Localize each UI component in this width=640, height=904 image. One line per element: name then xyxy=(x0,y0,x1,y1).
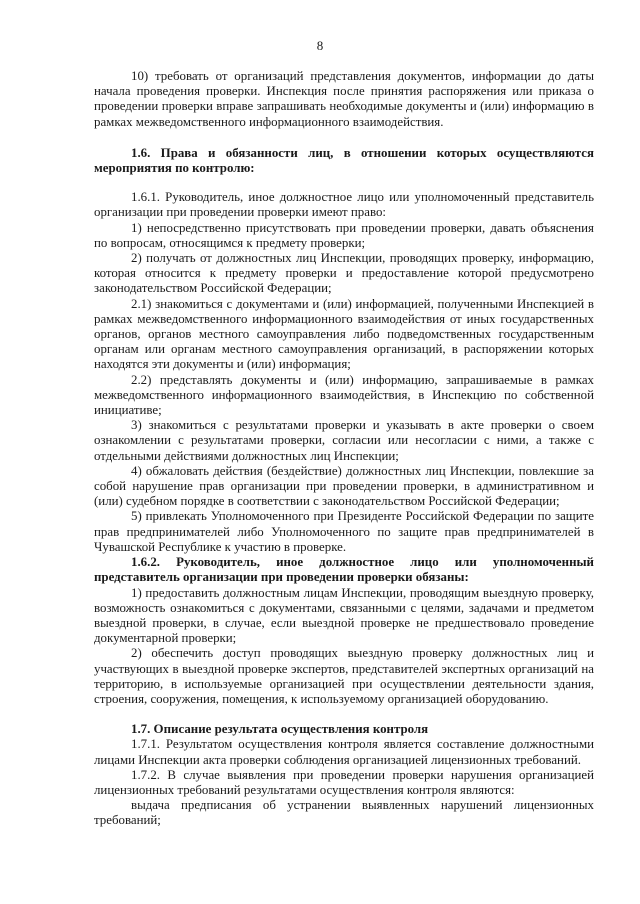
paragraph-right-2-2: 2.2) представлять документы и (или) информацию, запрашиваемые в рамках межведомственного информационного взаимодействия, в Инспекцию по собственной инициативе; xyxy=(94,372,594,418)
paragraph-item-10: 10) требовать от организаций представления документов, информации до даты начала проведения проверки. Инспекция после принятия распоряжения или приказа о проведении проверки вправе запрашивать необходимые документы и (или) информацию в рамках межведомственного информационного взаимодействия. xyxy=(94,69,594,129)
paragraph-1-6-1: 1.6.1. Руководитель, иное должностное лицо или уполномоченный представитель организации при проведении проверки имеют право: xyxy=(94,190,594,220)
paragraph-right-2-1: 2.1) знакомиться с документами и (или) информацией, полученными Инспекцией в рамках межведомственного информационного взаимодействия от иных государственных органов, органов местного самоуправления либо подведомственных государственным органам или органам местного самоуправления организаций, в распоряжении которых находятся эти документы и (или) информация; xyxy=(94,296,594,372)
section-heading-1-6-2: 1.6.2. Руководитель, иное должностное лицо или уполномоченный представитель организации при проведении проверки обязаны: xyxy=(94,555,594,585)
paragraph-1-7-2: 1.7.2. В случае выявления при проведении проверки нарушения организацией лицензионных требований результатами осуществления контроля являются: xyxy=(94,767,594,797)
paragraph-duty-2: 2) обеспечить доступ проводящих выездную проверку должностных лиц и участвующих в выездной проверке экспертов, представителей экспертных организаций на территорию, в используемые организацией при осуществлении деятельности здания, строения, сооружения, помещения, к используемому организацией оборудованию. xyxy=(94,646,594,706)
paragraph-duty-1: 1) предоставить должностным лицам Инспекции, проводящим выездную проверку, возможность ознакомиться с документами, связанными с целями, задачами и предметом выездной проверки, в случае, если выездной проверке не предшествовало проведение документарной проверки; xyxy=(94,585,594,646)
paragraph-right-4: 4) обжаловать действия (бездействие) должностных лиц Инспекции, повлекшие за собой нарушение прав организации при проведении проверки, в административном и (или) судебном порядке в соответствии с законодательством Российской Федерации; xyxy=(94,463,594,509)
section-heading-1-6: 1.6. Права и обязанности лиц, в отношении которых осуществляются мероприятия по контролю: xyxy=(94,145,594,176)
paragraph-right-3: 3) знакомиться с результатами проверки и указывать в акте проверки о своем ознакомлении с результатами проверки, согласии или несогласии с ними, а также с отдельными действиями должностных лиц Инспекции; xyxy=(94,418,594,463)
paragraph-right-2: 2) получать от должностных лиц Инспекции, проводящих проверку, информацию, которая относится к предмету проверки и предоставление которой предусмотрено законодательством Российской Федерации; xyxy=(94,251,594,296)
section-heading-1-7: 1.7. Описание результата осуществления контроля xyxy=(131,722,429,737)
paragraph-1-7-1: 1.7.1. Результатом осуществления контроля является составление должностными лицами Инспекции акта проверки соблюдения организацией лицензионных требований. xyxy=(94,737,594,767)
page-number: 8 xyxy=(316,38,324,53)
paragraph-right-5: 5) привлекать Уполномоченного при Президенте Российской Федерации по защите прав предпринимателей либо Уполномоченного по защите прав предпринимателей в Чувашской Республике к участию в проверке. xyxy=(94,509,594,554)
document-body xyxy=(94,69,594,829)
paragraph-right-1: 1) непосредственно присутствовать при проведении проверки, давать объяснения по вопросам, относящимся к предмету проверки; xyxy=(94,220,594,250)
paragraph-result-prescription: выдача предписания об устранении выявленных нарушений лицензионных требований; xyxy=(94,798,594,828)
